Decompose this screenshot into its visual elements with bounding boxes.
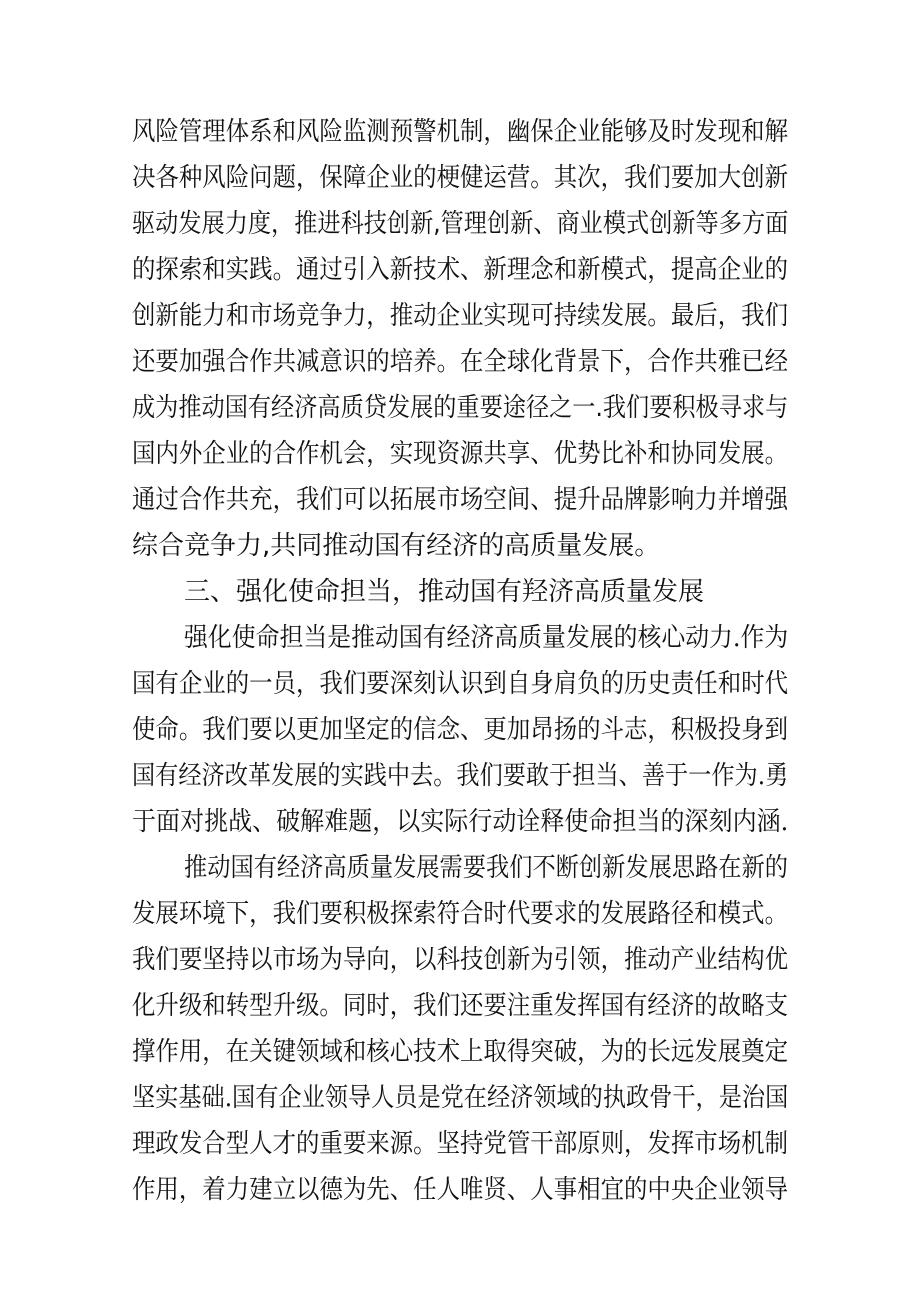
- paragraph-line: 决各种风险问题，保障企业的梗健运营。其次，我们要加大创新: [132, 163, 789, 193]
- paragraph-line: 发展环境下，我们要积极探索符合时代要求的发展路径和模式。: [132, 899, 789, 929]
- paragraph-line: 作用，着力建立以德为先、任人唯贤、人事相宜的中央企业领导: [132, 1175, 789, 1205]
- paragraph-line: 推动国有经济高质量发展需要我们不断创新发展思路在新的: [184, 853, 789, 883]
- paragraph-line: 国有经济改革发展的实践中去。我们要敢于担当、善于一作为.勇: [132, 761, 789, 791]
- paragraph-line: 成为推动国有经济高质贷发展的重要途径之一.我们要积极寻求与: [132, 393, 789, 423]
- paragraph-line: 驱动发展力度，推进科技创新,管理创新、商业模式创新等多方面: [132, 209, 789, 239]
- paragraph-line: 使命。我们要以更加坚定的信念、更加昂扬的斗志，积极投身到: [132, 715, 789, 745]
- paragraph-line: 强化使命担当是推动国有经济高质量发展的核心动力.作为: [184, 623, 789, 653]
- paragraph-line: 综合竞争力,共同推动国有经济的高质量发展。: [132, 531, 661, 561]
- paragraph-line: 坚实基础.国有企业领导人员是党在经济领域的执政骨干，是治国: [132, 1083, 789, 1113]
- paragraph-line: 理政发合型人才的重要来源。坚持党管干部原则，发挥市场机制: [132, 1129, 789, 1159]
- paragraph-line: 撑作用，在关键领域和核心技术上取得突破，为的长远发展奠定: [132, 1037, 789, 1067]
- paragraph-line: 风险管理体系和风险监测预警机制，幽保企业能够及时发现和解: [132, 117, 789, 147]
- paragraph-line: 国有企业的一员，我们要深刻认识到自身肩负的历史责任和时代: [132, 669, 789, 699]
- paragraph-line: 创新能力和市场竞争力，推动企业实现可持续发展。最后，我们: [132, 301, 789, 331]
- paragraph-line: 的探索和实践。通过引入新技术、新理念和新模式，提高企业的: [132, 255, 789, 285]
- paragraph-line: 化升级和转型升级。同时，我们还要注重发挥国有经济的故略支: [132, 991, 789, 1021]
- paragraph-line: 我们要坚持以市场为导向，以科技创新为引领，推动产业结构优: [132, 945, 789, 975]
- paragraph-line: 于面对挑战、破解难题，以实际行动诠释使命担当的深刻内涵.: [132, 807, 789, 837]
- section-heading: 三、强化使命担当，推动国有羟济高质量发展: [184, 577, 705, 607]
- paragraph-line: 还要加强合作共减意识的培养。在全球化背景下，合作共雅已经: [132, 347, 789, 377]
- paragraph-line: 国内外企业的合作机会，实现资源共享、优势比补和协同发展。: [132, 439, 789, 469]
- paragraph-line: 通过合作共充，我们可以拓展市场空间、提升品牌影响力并增强: [132, 485, 789, 515]
